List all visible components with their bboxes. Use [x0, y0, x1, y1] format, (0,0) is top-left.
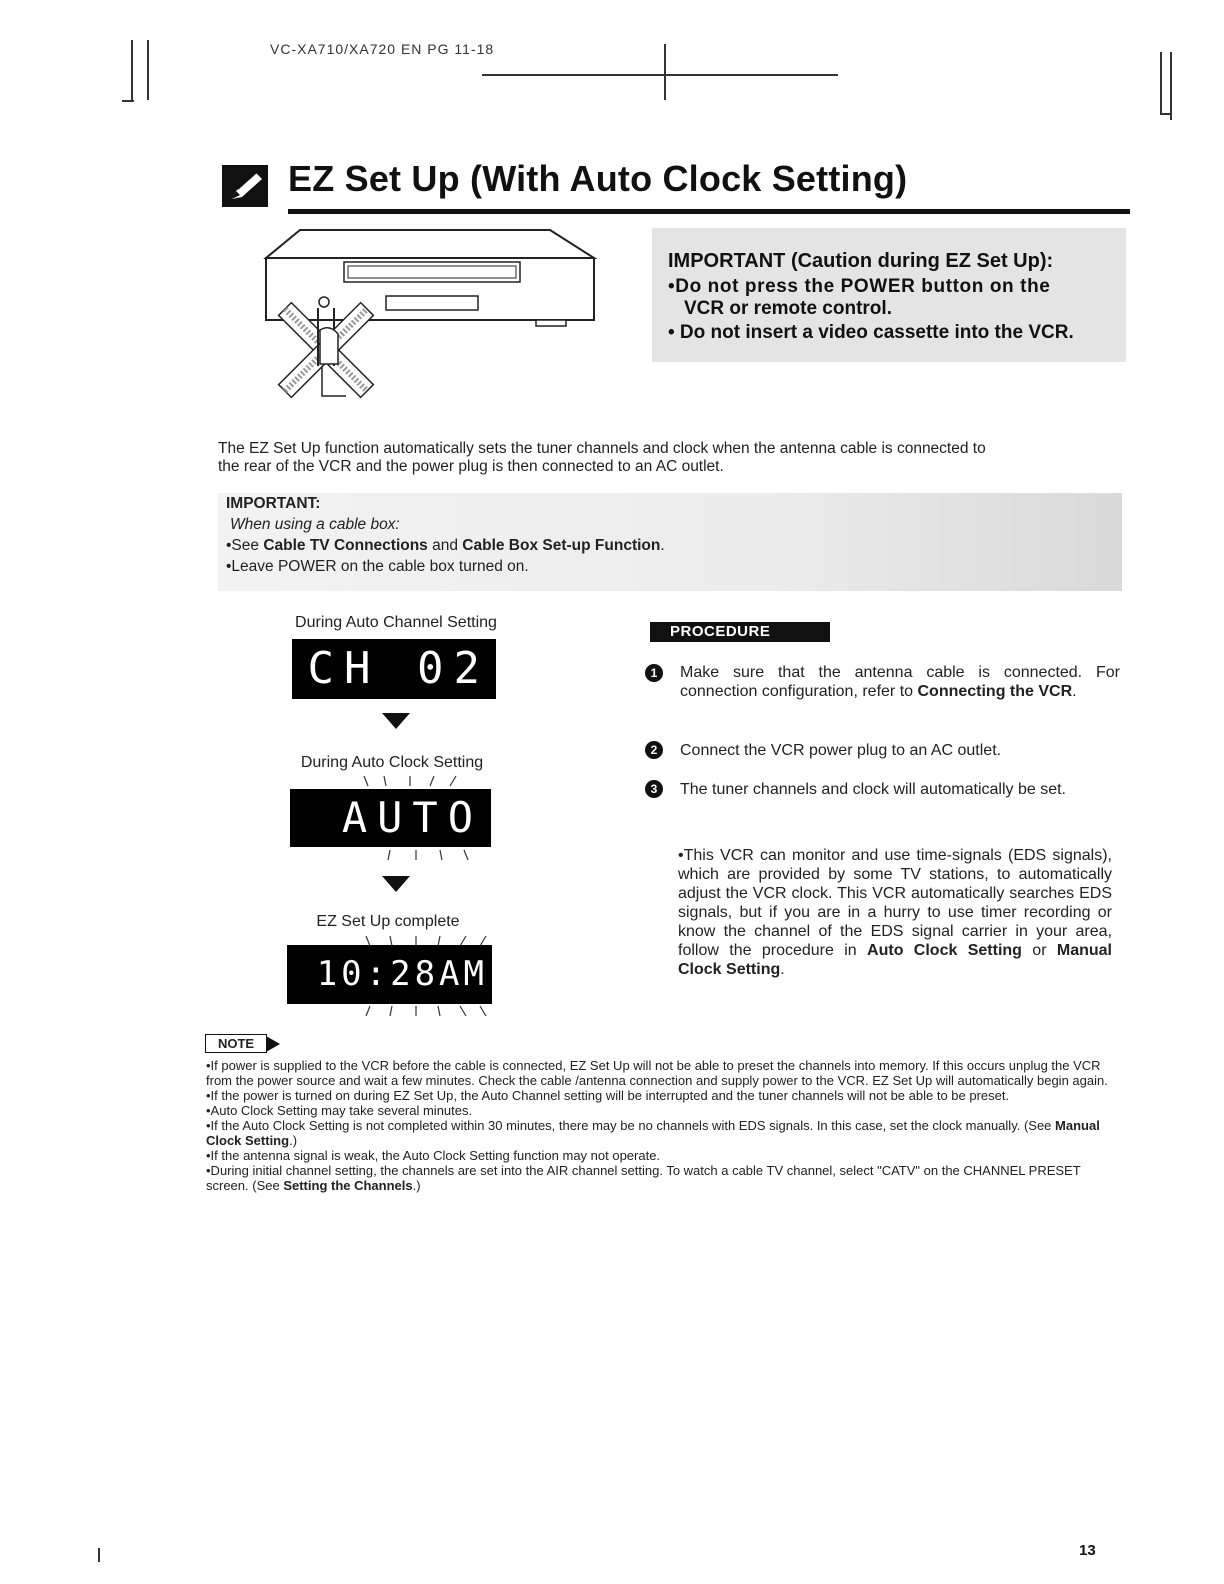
text-bold: Manual Clock Setting — [206, 1118, 1100, 1148]
step-number: 1 — [645, 664, 663, 682]
text: •See — [226, 537, 264, 554]
procedure-tag: PROCEDURE — [650, 622, 830, 642]
intro-line: The EZ Set Up function automatically sets the tuner channels and clock when the antenna cable is connected to — [218, 440, 986, 457]
blink-marks-icon — [350, 774, 490, 788]
title-rule — [288, 209, 1130, 214]
procedure-step-1 — [680, 663, 1120, 701]
crop-mark — [1160, 52, 1162, 114]
note-item: •If the antenna signal is weak, the Auto Clock Setting function may not operate. — [206, 1148, 661, 1163]
registration-line — [482, 74, 838, 76]
display-label-complete: EZ Set Up complete — [316, 913, 460, 930]
text: and — [427, 537, 463, 554]
note-item: •Auto Clock Setting may take several minutes. — [206, 1103, 473, 1118]
note-item — [206, 1163, 1116, 1193]
procedure-step-3-note — [678, 846, 1112, 979]
procedure-arrow-icon — [810, 622, 826, 642]
text: .) — [412, 1178, 421, 1193]
text: . — [1072, 683, 1077, 700]
text-bold: Cable Box Set-up Function — [462, 537, 661, 554]
text-bold: Auto Clock Setting — [867, 942, 1022, 959]
down-arrow-icon — [382, 713, 410, 729]
important-cable-bullet-2: •Leave POWER on the cable box turned on. — [226, 558, 529, 575]
page-number: 13 — [1079, 1542, 1096, 1559]
text: •If the Auto Clock Setting is not completed within 30 minutes, there may be no channels with EDS signals. In this case, set the clock manually. (See — [206, 1118, 1056, 1133]
important-heading: IMPORTANT (Caution during EZ Set Up): — [668, 250, 1054, 272]
text: or — [1021, 942, 1057, 959]
notes-list — [206, 1058, 1116, 1193]
crop-mark — [131, 40, 133, 100]
intro-paragraph — [218, 440, 1130, 476]
text: . — [660, 537, 665, 554]
page-title: EZ Set Up (With Auto Clock Setting) — [288, 158, 908, 199]
intro-line: the rear of the VCR and the power plug is then connected to an AC outlet. — [218, 458, 724, 475]
procedure-step-3: The tuner channels and clock will automatically be set. — [680, 781, 1066, 798]
important-cable-heading: IMPORTANT: — [226, 495, 321, 512]
note-item: •If the power is turned on during EZ Set Up, the Auto Channel setting will be interrupted and the tuner channels will not be able to be preset. — [206, 1088, 1010, 1103]
crop-mark — [147, 40, 149, 100]
note-item: •If power is supplied to the VCR before the cable is connected, EZ Set Up will not be able to preset the channels into memory. If this occurs unplug the VCR from the power source and wait a few minutes. Check the cable /antenna connection and supply power to the VCR. EZ Set Up will automatically begin again. — [206, 1058, 1108, 1088]
important-cable-subheading: When using a cable box: — [230, 516, 400, 533]
text: Make sure that the antenna cable is connected. For connection configuration, refer to — [680, 664, 1120, 700]
display-clock-setting: AUTO — [290, 789, 491, 847]
important-bullet-1-cont: VCR or remote control. — [684, 298, 892, 319]
crop-mark — [1160, 113, 1172, 115]
important-bullet-2: • Do not insert a video cassette into the VCR. — [668, 322, 1074, 343]
blink-marks-icon — [356, 1004, 496, 1018]
blink-marks-icon — [350, 848, 490, 862]
important-bullet-1: •Do not press the POWER button on the — [668, 276, 1051, 297]
note-tag: NOTE — [205, 1034, 267, 1053]
note-arrow-icon — [266, 1036, 280, 1052]
pencil-icon — [222, 165, 268, 207]
down-arrow-icon — [382, 876, 410, 892]
text-bold: Manual Clock Setting — [678, 942, 1112, 978]
text: •During initial channel setting, the channels are set into the AIR channel setting. To watch a cable TV channel, select "CATV" on the CHANNEL PRESET screen. (See — [206, 1163, 1081, 1193]
step-number: 2 — [645, 741, 663, 759]
text-bold: Cable TV Connections — [263, 537, 428, 554]
vcr-illustration — [260, 226, 600, 402]
important-cable-bullet-1 — [226, 537, 665, 555]
note-item — [206, 1118, 1116, 1148]
display-label-channel: During Auto Channel Setting — [295, 614, 497, 631]
registration-line — [664, 44, 666, 100]
text-bold: Setting the Channels — [283, 1178, 413, 1193]
crop-mark — [1170, 52, 1172, 120]
display-label-clock: During Auto Clock Setting — [300, 754, 484, 771]
text: .) — [289, 1133, 298, 1148]
display-setup-complete: 10:28AM — [287, 945, 492, 1004]
crop-mark — [122, 100, 134, 102]
procedure-step-2: Connect the VCR power plug to an AC outlet. — [680, 742, 1002, 759]
step-number: 3 — [645, 780, 663, 798]
crop-mark — [98, 1548, 100, 1562]
document-code: VC-XA710/XA720 EN PG 11-18 — [270, 41, 495, 57]
display-channel-setting: CH 02 — [292, 639, 496, 699]
text-bold: Connecting the VCR — [917, 683, 1073, 700]
text: . — [780, 961, 785, 978]
text: •This VCR can monitor and use time-signals (EDS signals), which are provided by some TV stations, to automatically adjust the VCR clock. This VCR automatically searches EDS signals, but if you are in a hurry to use timer recording or know the channel of the EDS signal carrier in your area, follow the procedure in — [678, 847, 1112, 959]
